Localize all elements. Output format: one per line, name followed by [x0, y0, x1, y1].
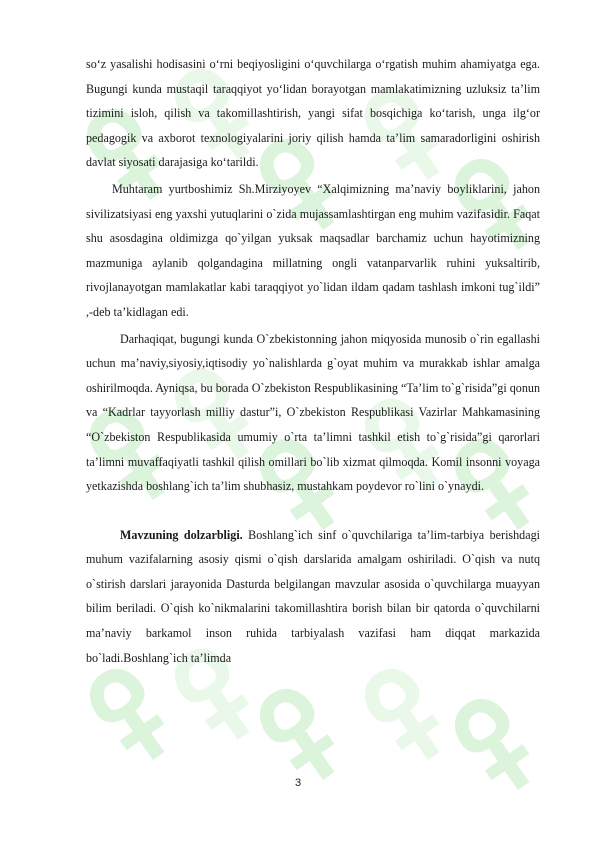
section-text: Boshlang`ich sinf o`quvchilariga ta’lim-tarbiya berishdagi muhum vazifalarning asosiy qismi o`qish darslarida amalgam oshiriladi. O`qish va nutq o`stirish darslari jarayonida Dasturda belgilangan mavzular asosida o`quvchilarga muayyan bilim beriladi. O`qish ko`nikmalarini takomillashtira borish bilan bir qatorda o`quvchilarni ma’naviy barkamol inson ruhida tarbiyalash vazifasi ham diqqat markazida bo`ladi.Boshlang`ich ta’limda	[86, 527, 540, 665]
document-body	[86, 52, 540, 670]
watermark-logo-icon	[435, 680, 555, 810]
section-paragraph	[86, 523, 540, 671]
paragraph: Muhtaram yurtboshimiz Sh.Mirziyoyev “Xalqimizning ma’naviy boyliklarini, jahon sivilizatsiyasi eng yaxshi yutuqlarini o`zida mujassamlashtirgan eng muhim vazifasidir. Faqat shu asosdagina oldimizga qo`yilgan yuksak maqsadlar barchamiz uchun hayotimizning mazmuniga aylanib qolgandagina millatning ongli vatanparvarlik ruhini yuksaltirib, rivojlanayotgan mamlakatlar kabi taraqqiyot yo`lidan ildam qadam tashlash imkoni tug`ildi” ,-deb ta’kidlagan edi.	[86, 181, 540, 319]
section-heading: Mavzuning dolzarbligi.	[120, 527, 243, 542]
paragraph: so‘z yasalishi hodisasini o‘rni beqiyosligini o‘quvchilarga o‘rgatish muhim ahamiyatga ega. Bugungi kunda mustaqil taraqqiyot yo‘lidan borayotgan mamlakatimizning uzluksiz ta’lim tizimini isloh, qilish va takomillashtirish, yangi sifat bosqichiga ko‘tarish, unga ilg‘or pedagogik va axborot texnologiyalarini joriy qilish hamda ta’lim samaradorligini oshirish davlat siyosati darajasiga ko‘tarildi.	[86, 57, 540, 170]
page-number: 3	[294, 777, 302, 789]
paragraph: Darhaqiqat, bugungi kunda O`zbekistonning jahon miqyosida munosib o`rin egallashi uchun ma’naviy,siyosiy,iqtisodiy yo`nalishlarda g`oyat muhim va murakkab ishlar amalga oshirilmoqda. Ayniqsa, bu borada O`zbekiston Respublikasining “Ta’lim to`g`risida”gi qonun va “Kadrlar tayyorlash milliy dastur”i, O`zbekiston Respublikasi Vazirlar Mahkamasining “O`zbekiston Respublikasida umumiy o`rta ta’limni tashkil etish to`g`risida”gi qarorlari ta’limni muvaffaqiyatli tashkil qilish omillari bo`lib xizmat qilmoqda. Komil insonni voyaga yetkazishda boshlang`ich ta’lim shubhasiz, mustahkam poydevor ro`lini o`ynaydi.	[86, 331, 540, 494]
